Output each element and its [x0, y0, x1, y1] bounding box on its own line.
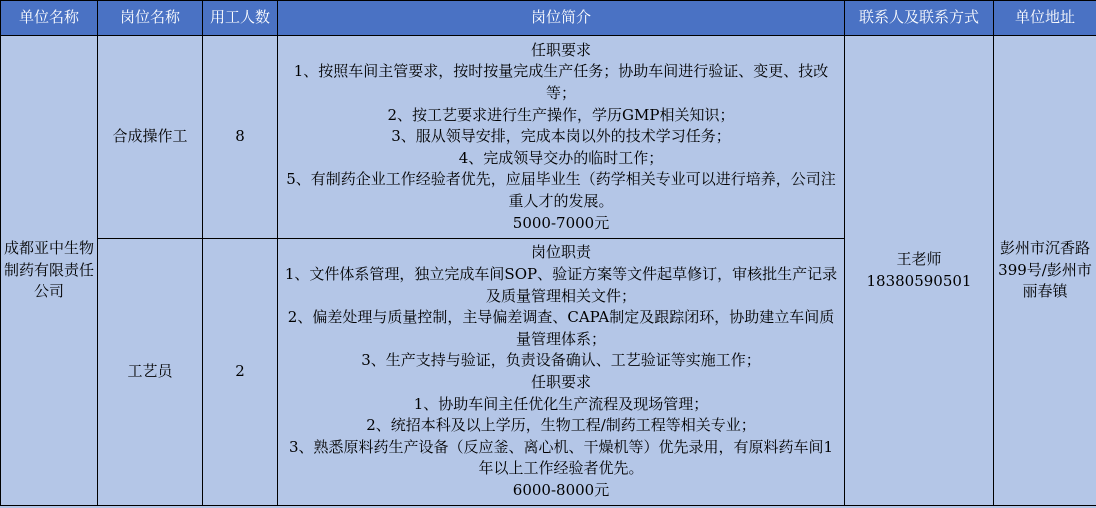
intro-line: 任职要求	[530, 373, 591, 391]
intro-line: 1、按照车间主管要求，按时按量完成生产任务；协助车间进行验证、变更、技改等；	[293, 62, 829, 103]
header-headcount: 用工人数	[203, 1, 278, 36]
intro-line: 岗位职责	[530, 243, 591, 262]
header-company: 单位名称	[1, 1, 98, 36]
job-title: 工艺员	[98, 239, 203, 506]
intro-line: 1、协助车间主任优化生产流程及现场管理；	[413, 394, 709, 413]
intro-salary: 5000-7000元	[512, 213, 610, 232]
intro-line: 2、偏差处理与质量控制，主导偏差调查、CAPA制定及跟踪闭环，协助建立车间质量管理体系；	[287, 308, 835, 348]
header-position: 岗位名称	[98, 1, 203, 36]
table-row	[1, 36, 1096, 239]
header-address: 单位地址	[994, 1, 1096, 36]
header-row	[1, 1, 1096, 36]
job-headcount: 8	[203, 36, 278, 239]
intro-line: 1、文件体系管理，独立完成车间SOP、验证方案等文件起草修订，审核批生产记录及质量管理相关文件；	[284, 265, 838, 305]
company-name: 成都亚中生物制药有限责任公司	[1, 36, 98, 506]
intro-line: 2、统招本科及以上学历，生物工程/制药工程等相关专业；	[366, 416, 756, 435]
intro-line: 4、完成领导交办的临时工作；	[458, 148, 664, 167]
intro-line: 3、生产支持与验证，负责设备确认、工艺验证等实施工作；	[361, 351, 761, 370]
job-headcount: 2	[203, 239, 278, 506]
intro-line: 2、按工艺要求进行生产操作，学历GMP相关知识；	[387, 105, 735, 124]
contact-cell	[845, 36, 994, 506]
intro-line: 3、熟悉原料药生产设备（反应釜、离心机、干燥机等）优先录用，有原料药车间1年以上工作经验者优先。	[288, 437, 834, 478]
intro-line: 3、服从领导安排，完成本岗以外的技术学习任务；	[391, 127, 731, 146]
header-intro: 岗位简介	[278, 1, 845, 36]
intro-salary: 6000-8000元	[512, 480, 610, 499]
job-intro	[278, 36, 845, 239]
contact-phone: 18380590501	[866, 271, 972, 290]
header-contact: 联系人及联系方式	[845, 1, 994, 36]
job-intro	[278, 239, 845, 506]
contact-name: 王老师	[896, 250, 942, 268]
company-address: 彭州市沉香路399号/彭州市丽春镇	[994, 36, 1096, 506]
intro-line: 5、有制药企业工作经验者优先，应届毕业生（药学相关专业可以进行培养，公司注重人才的发展。	[286, 170, 836, 210]
intro-line: 任职要求	[530, 40, 591, 59]
job-title: 合成操作工	[98, 36, 203, 239]
